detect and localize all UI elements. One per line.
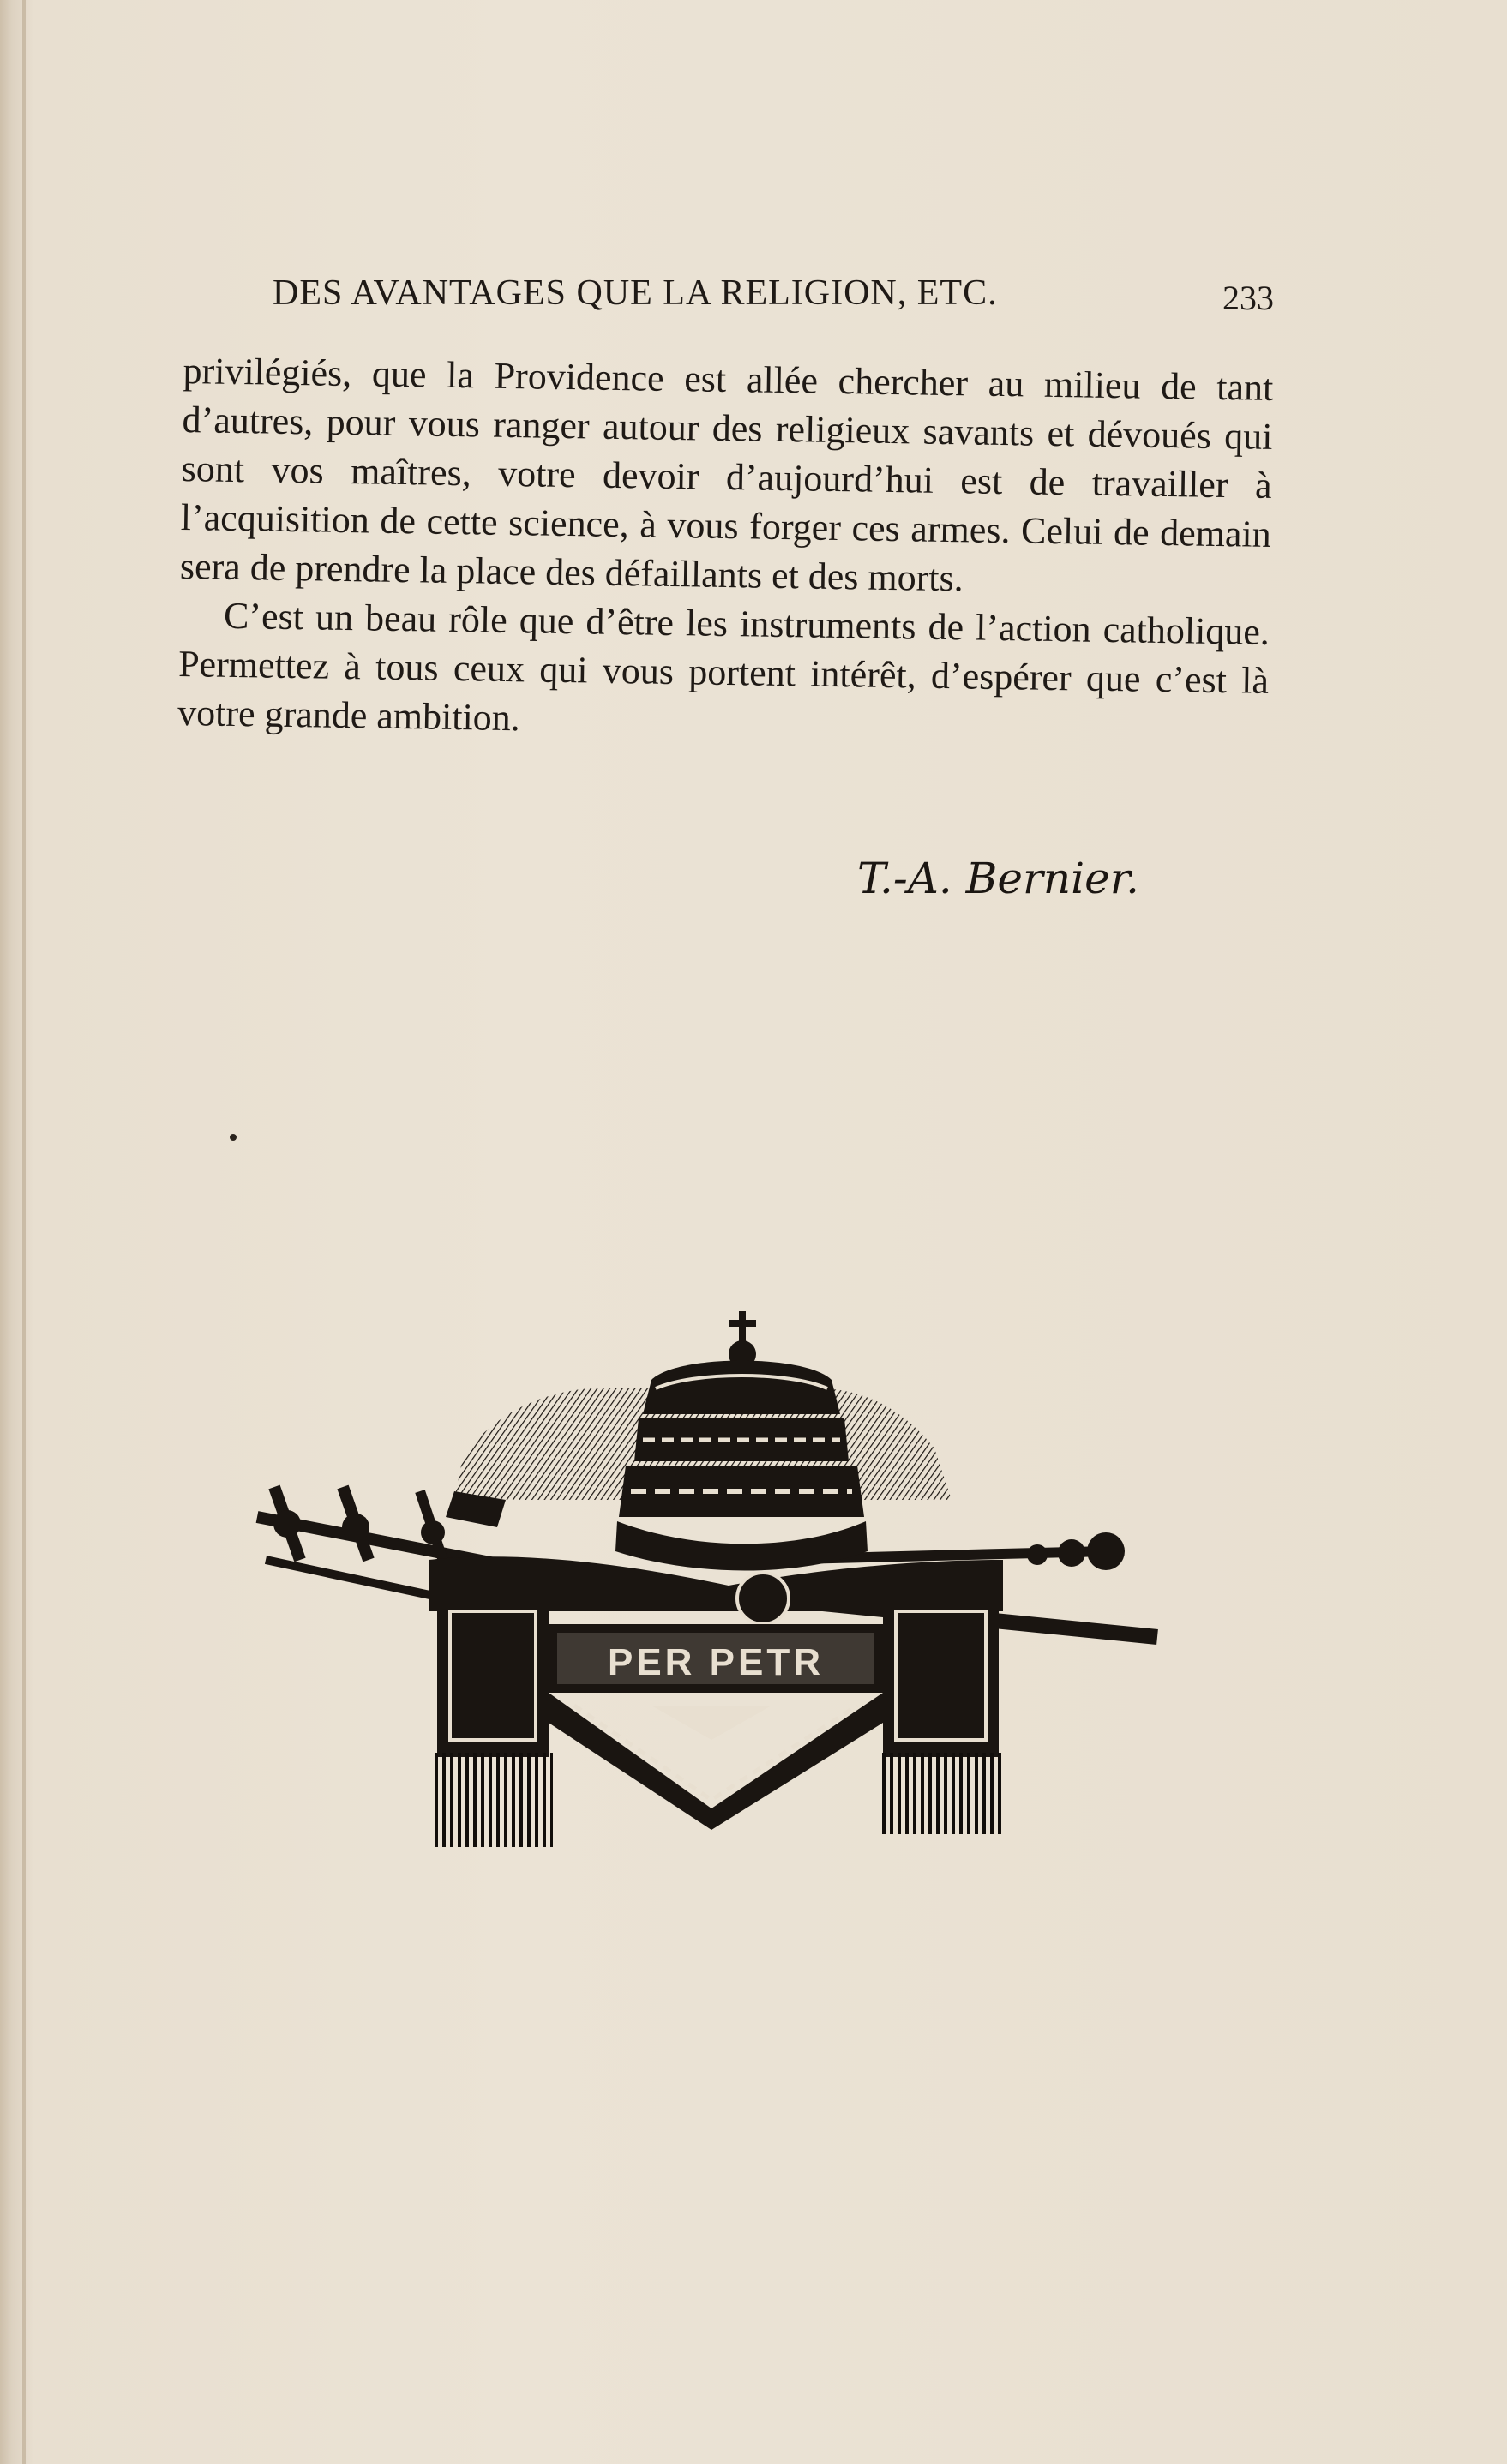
stole-left [433,1594,553,1847]
signature [857,854,1252,931]
running-title: DES AVANTAGES QUE LA RELIGION, ETC. [273,273,998,313]
binding-edge [22,0,26,2464]
paragraph-2: C’est un beau rôle que d’être les instruments de l’action catholique. Permettez à tous ceux qui vous portent intérêt, d’espérer que c’est là votre grande ambition. [177,594,1270,740]
page-number: 233 [1222,279,1274,317]
ink-speck [230,1134,237,1141]
inscription-band [549,1624,883,1693]
paragraph-1: privilégiés, que la Providence est allée chercher au milieu de tant d’autres, pour vous ranger autour des religieux savants et dévoués qui sont vos maîtres, votre devoir d’aujourd’hui est de travailler à l’acquisition de cette science, à vous forger ces armes. Celui de demain sera de prendre la place des défaillants et des morts. [179,349,1274,600]
stole-right [879,1594,1003,1834]
papal-tiara-keys-ornament [249,1303,1174,1851]
body-text [177,346,1274,754]
papal-tiara [615,1311,868,1571]
running-head [273,273,1274,324]
ornament-inscription: PER PETR [607,1641,825,1683]
signature-text: T.-A. Bernier. [857,854,1140,903]
ribbon [549,1693,883,1830]
